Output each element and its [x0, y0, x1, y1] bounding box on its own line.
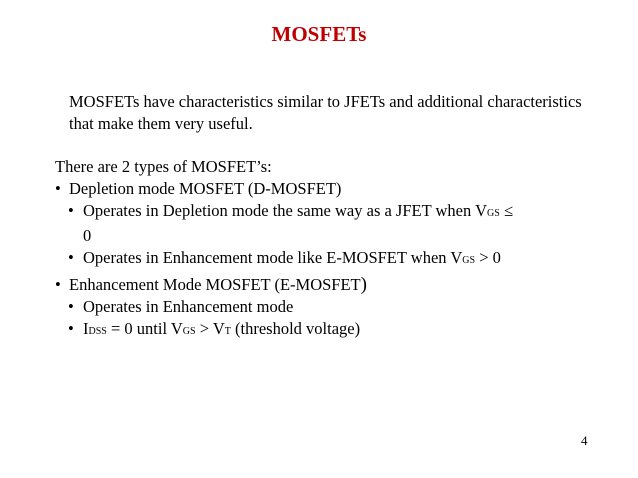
subscript-gs: GS	[462, 255, 476, 266]
sub-item-enhancement-mode: • Operates in Enhancement mode like E-MOSFET when VGS > 0	[68, 248, 501, 267]
subscript-gs: GS	[487, 208, 500, 219]
page-number: 4	[581, 433, 588, 448]
lead-text: There are 2 types of MOSFET’s:	[55, 157, 272, 176]
slide-title: MOSFETs	[271, 22, 367, 46]
bullet-icon: •	[68, 319, 74, 338]
bullet-icon: •	[55, 275, 61, 294]
subscript-dss: DSS	[88, 326, 107, 337]
bullet-icon: •	[68, 248, 74, 267]
sub-item-operates-enhancement: • Operates in Enhancement mode	[68, 297, 294, 316]
bullet-icon: •	[68, 297, 74, 316]
list-item-dmosfet	[55, 178, 595, 200]
list-item-label: Depletion mode MOSFET (D-MOSFET)	[69, 179, 342, 198]
content-body	[55, 156, 595, 343]
subscript-t: T	[224, 326, 231, 337]
subscript-gs: GS	[182, 326, 196, 337]
list-item-label: Enhancement Mode MOSFET (E-MOSFET	[69, 275, 361, 294]
bullet-icon: •	[68, 201, 74, 220]
list-item-emosfet: • Enhancement Mode MOSFET (E-MOSFET)	[55, 274, 367, 295]
intro-paragraph: MOSFETs have characteristics similar to JFETs and additional characteristics that make them very useful.	[69, 92, 582, 133]
bullet-icon: •	[55, 179, 61, 198]
sub-item-idss-threshold: • IDSS = 0 until VGS > VT (threshold voltage)	[68, 319, 361, 338]
sub-item-depletion-mode: • Operates in Depletion mode the same way as a JFET when VGS ≤ 0	[68, 201, 513, 245]
